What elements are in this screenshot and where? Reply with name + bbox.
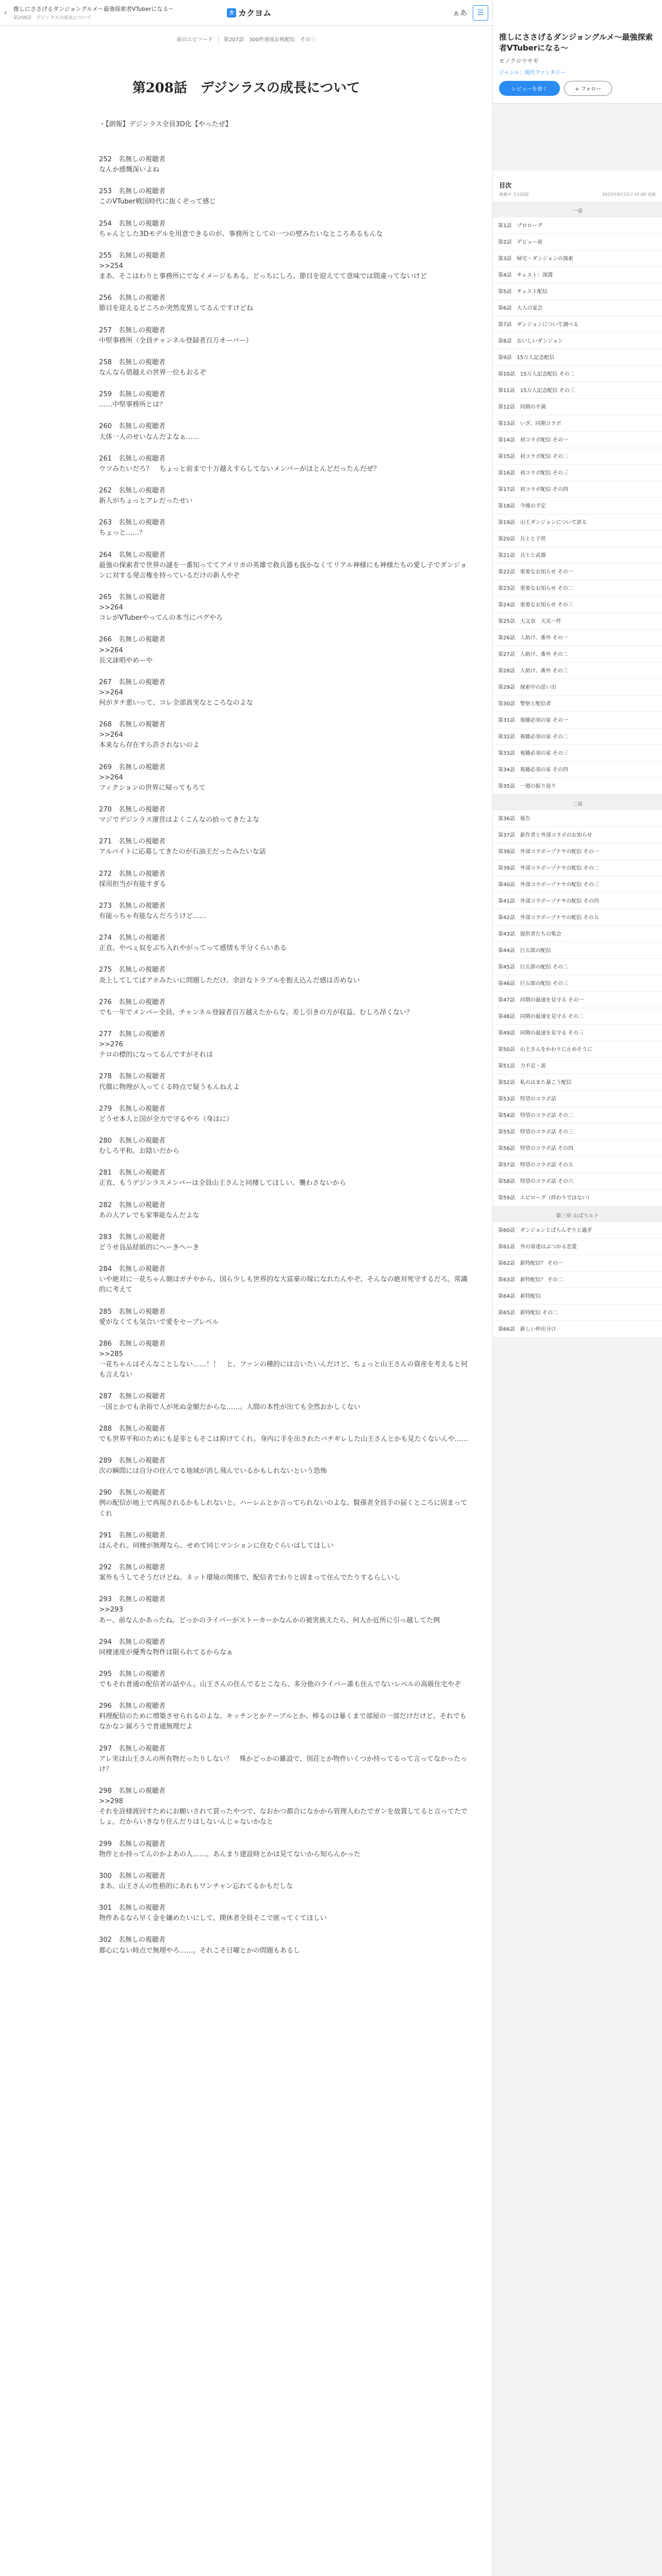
toc-episode-link[interactable]: 第47話 同期の最速を見守る その一: [493, 992, 662, 1008]
post: [99, 389, 470, 410]
toc-episode-link[interactable]: 第53話 特望のコラボ話: [493, 1091, 662, 1107]
toc-episode-link[interactable]: 第38話 外部コラボーゾナヤの配信 その一: [493, 843, 662, 860]
toc-episode-link[interactable]: 第45話 巨五郎の配信 その二: [493, 959, 662, 975]
toc-episode-link[interactable]: 第1話 プロローグ: [493, 217, 662, 234]
post-line: 次の瞬間には自分の住んでる地域が消し飛んでいるかもしれないという恐怖: [99, 1467, 327, 1476]
post-line: >>264: [99, 773, 123, 782]
post: [99, 421, 470, 442]
post-line: 代償に物理が入ってくる時点で疑うもんねえよ: [99, 1083, 240, 1091]
post-header: 288 名無しの視聴者: [99, 1425, 166, 1433]
toc-episode-link[interactable]: 第32話 視聴必須の家 その二: [493, 728, 662, 745]
episode-title: 第208話 デジンラスの成長について: [132, 80, 360, 96]
prev-episode-title[interactable]: 第207話 300件達成お祝配信 その三: [223, 37, 316, 43]
post-line: 大体一人のせいなんだよなぁ……: [99, 433, 200, 441]
post-header: 295 名無しの視聴者: [99, 1670, 166, 1678]
post-line: >>264: [99, 646, 123, 654]
post-header: 280 名無しの視聴者: [99, 1137, 166, 1145]
chapter-episode-list: [493, 217, 662, 794]
thread-title: ・【朗報】デジンラス全員3D化【やったぜ】: [99, 121, 232, 128]
toc-episode-link[interactable]: 第66話 新しい仲出分け: [493, 1321, 662, 1337]
toc-episode-link[interactable]: 第50話 山王さんをかわりに止めそうに: [493, 1041, 662, 1058]
post-line: 採用担当が有能すぎる: [99, 880, 167, 888]
post-header: 287 名無しの視聴者: [99, 1393, 166, 1401]
post-line: でも一年でメンバー全員、チャンネル登録者百万越えたからな。差し引きの方が収益、むしろ昂くない？: [99, 1008, 413, 1016]
post: [99, 592, 470, 623]
episode-subtitle: 第208話 デジンラスの成長について: [13, 15, 92, 21]
post-header: 270 名無しの視聴者: [99, 806, 166, 814]
chapter-heading[interactable]: 一章: [493, 201, 662, 217]
toc-episode-link[interactable]: 第58話 特望のコラボ話 その六: [493, 1173, 662, 1190]
toc-episode-link[interactable]: 第3話 帰宅・ダンジョンの探索: [493, 250, 662, 267]
post: [99, 1669, 470, 1690]
post: [99, 358, 470, 378]
post: [99, 1136, 470, 1157]
episode-nav: [0, 31, 492, 46]
post-header: 269 名無しの視聴者: [99, 763, 166, 771]
toc-episode-link[interactable]: 第63話 新特配信？ その二: [493, 1272, 662, 1288]
toc-episode-link[interactable]: 第60話 ダンジョンとばらんぞりと過ぎ: [493, 1222, 662, 1239]
follow-button[interactable]: + フォロー: [564, 81, 612, 96]
post-header: 298 名無しの視聴者: [99, 1787, 166, 1795]
header-title-wrap: [13, 5, 220, 21]
post-list: [99, 155, 470, 1956]
toc-episode-link[interactable]: 第10話 15万人記念配信 その二: [493, 366, 662, 382]
post: [99, 1232, 470, 1253]
post-header: 299 名無しの視聴者: [99, 1840, 166, 1848]
toc-episode-link[interactable]: 第48話 同期の最速を見守る その二: [493, 1008, 662, 1025]
post: [99, 550, 470, 581]
post: [99, 901, 470, 922]
work-genre[interactable]: ジャンル：現代ファンタジー: [499, 70, 566, 76]
post: [99, 805, 470, 825]
post-line: それを詮様渡回すためにお願いされて買ったやつで、なおかつ都合になかから管理人わたでガンを放置してると言ってたでしょ。だからいきなり住んだりはしないんじゃないかなと: [99, 1808, 468, 1826]
toc-menu-icon[interactable]: ☰: [473, 5, 488, 21]
post-line: ほんそれ。同棲が無理なら、せめて同じマンションに住むぐらいはしてほしい: [99, 1541, 334, 1550]
toc-episode-link[interactable]: 第61話 外の扉達はぶつかる恋愛: [493, 1239, 662, 1255]
post-line: 有能っちゃ有能なんだろうけど……: [99, 912, 207, 921]
post: [99, 933, 470, 954]
toc-episode-link[interactable]: 第62話 新特配信？ その一: [493, 1255, 662, 1272]
post: [99, 1392, 470, 1412]
post: [99, 1200, 470, 1221]
toc-episode-link[interactable]: 第35話 一週の振り返り: [493, 778, 662, 794]
post: [99, 1563, 470, 1583]
post-line: コレがVTuberやってんの本当にバグやろ: [99, 614, 223, 622]
post-header: 289 名無しの視聴者: [99, 1456, 166, 1465]
toc-episode-link[interactable]: 第27話 人助け、番外 その二: [493, 646, 662, 663]
post: [99, 1029, 470, 1060]
post: [99, 1871, 470, 1892]
toc-episode-link[interactable]: 第24話 重要なお知らせ その三: [493, 597, 662, 613]
kakuyomu-logo[interactable]: [227, 7, 271, 19]
toc-episode-link[interactable]: 第36話 報告: [493, 810, 662, 827]
post-line: テロの標的になってるんですがそれは: [99, 1051, 213, 1059]
chapter-heading[interactable]: 二章: [493, 794, 662, 810]
post-line: 新人がちょっとアレだったせい: [99, 497, 193, 505]
toc-episode-link[interactable]: 第26話 人助け、番外 その一: [493, 630, 662, 646]
post-line: 何がタチ悪いって、コレ全部真実なところなのよな: [99, 699, 253, 707]
post: [99, 1786, 470, 1828]
post: [99, 1637, 470, 1658]
back-arrow-icon[interactable]: ‹: [4, 8, 7, 17]
post-line: 都心にない時点で無理やろ……。それこそ日曜とかの問題もあるし: [99, 1946, 301, 1955]
post: [99, 1488, 470, 1519]
post-header: 290 名無しの視聴者: [99, 1489, 166, 1497]
toc-episode-link[interactable]: 第64話 新特配信: [493, 1288, 662, 1304]
post-line: アレ実は山王さんの所有物だったりしない？ 殊かどっかの雑設で、別荘とか物件いくつか持ってるって言ってなかったっけ？: [99, 1755, 467, 1773]
post: [99, 837, 470, 857]
post-line: >>293: [99, 1606, 123, 1614]
post-header: 276 名無しの視聴者: [99, 998, 166, 1006]
post-line: むしろ平和。お陰いだから: [99, 1147, 180, 1156]
post-line: まあ、そこはわりと事務所にでなイメージもある。どっちにしろ、節目を迎えてて意味では間違ってないけど: [99, 273, 427, 281]
post: [99, 1072, 470, 1092]
post-line: 炎上してしてばアホみたいに問題しただけ、余計なトラブルを抱え込んだ感は否めない: [99, 976, 360, 985]
post: [99, 293, 470, 314]
post: [99, 251, 470, 282]
post-line: ウツみたいだろ？ ちょっと前まで十万越えすらしてないメンバーがほとんどだったんだぜ？: [99, 465, 380, 473]
post: [99, 1307, 470, 1328]
toc-episode-link[interactable]: 第33話 視聴必須の家 その三: [493, 745, 662, 761]
post-header: 258 名無しの視聴者: [99, 358, 166, 366]
post-line: >>276: [99, 1041, 123, 1049]
toc-episode-link[interactable]: 第25話 大文章 天災一件: [493, 613, 662, 630]
toc-updated: 2023年9月12日 01:00 更新: [602, 192, 656, 197]
toc-episode-link[interactable]: 第43話 提供者たちの集会: [493, 926, 662, 942]
post: [99, 219, 470, 240]
toc-episode-link[interactable]: 第8話 おいしいダンジョン: [493, 333, 662, 349]
toc-episode-link[interactable]: 第46話 巨五郎の配信 その三: [493, 975, 662, 992]
post-line: 一国とかでも余裕で人が死ぬ金額だからな……。人間の本性が出ても全然おかしくない: [99, 1403, 361, 1411]
post-line: このVTuber戦国時代に抜くぞって感じ: [99, 198, 216, 206]
post-line: あー。前なんかあったね。どっかのライバーがストーカーかなんかの被害族えたら、何人か近所に引っ越してた例: [99, 1616, 440, 1624]
work-title-link[interactable]: 推しにささげるダンジョングルメ～最強探索者VTuberになる～: [13, 6, 174, 12]
toc-episode-link[interactable]: 第12話 同期の不満: [493, 399, 662, 415]
post-header: 273 名無しの視聴者: [99, 902, 166, 910]
toc-episode-link[interactable]: 第40話 外部コラボーゾナヤの配信 その三: [493, 876, 662, 893]
chapter-episode-list: [493, 1222, 662, 1337]
toc-episode-link[interactable]: 第19話 山王ダンジョンについて語る: [493, 514, 662, 531]
post: [99, 1264, 470, 1295]
post: [99, 1339, 470, 1381]
post: [99, 720, 470, 751]
post-header: 255 名無しの視聴者: [99, 251, 166, 260]
post: [99, 518, 470, 538]
post-header: 277 名無しの視聴者: [99, 1030, 166, 1039]
post-header: 297 名無しの視聴者: [99, 1744, 166, 1753]
toc-episode-link[interactable]: 第2話 デビュー前: [493, 234, 662, 250]
post: [99, 1424, 470, 1445]
post-line: >>254: [99, 262, 123, 270]
post-header: 253 名無しの視聴者: [99, 188, 166, 196]
work-info-card: [493, 0, 662, 104]
toc-episode-link[interactable]: 第44話 巨五郎の配信: [493, 942, 662, 959]
post-line: 正直、やべぇ奴をぶち入れやがってって感情も半分くらいある: [99, 944, 287, 953]
post-header: 260 名無しの視聴者: [99, 422, 166, 431]
post-line: ……中堅事務所とは？: [99, 401, 167, 409]
toc-episode-link[interactable]: 第11話 15万人記念配信 その三: [493, 382, 662, 399]
post-line: 案外もうしてそうだけどね。ネット環境の関係で、配信者でわりと固まって住んでたりするらしいし: [99, 1574, 401, 1582]
post-line: なんなら借越えの世界一位もおるぞ: [99, 368, 207, 377]
post-line: >>285: [99, 1350, 123, 1358]
post-header: 296 名無しの視聴者: [99, 1702, 166, 1710]
post-header: 262 名無しの視聴者: [99, 486, 166, 495]
post-line: アルバイトに応募してきたのが石油王だったみたいな話: [99, 848, 266, 856]
post-line: 本来なら存在すら許されないのよ: [99, 741, 200, 750]
toc-episode-link[interactable]: 第7話 ダンジョンについて調べる: [493, 316, 662, 333]
post-line: ちょっと……？: [99, 529, 146, 537]
post: [99, 635, 470, 666]
toc-episode-link[interactable]: 第31話 視聴必須の家 その一: [493, 712, 662, 728]
post-header: 302 名無しの視聴者: [99, 1936, 166, 1944]
post-line: でも世界平和のためにも是非ともそこは抑けてくれ。身内に手を出されたバチギレした山王さんとかも見たくないんや……: [99, 1435, 468, 1443]
post-header: 274 名無しの視聴者: [99, 934, 166, 942]
post: [99, 1104, 470, 1125]
post: [99, 1531, 470, 1551]
post-line: 長文詠唱やめーや: [99, 656, 153, 665]
logo-mark-icon: カ: [227, 8, 236, 18]
post-line: 料理配信のために増築させられるのよな。キッチンとかテーブルとか。棒るのは暴くまで部屋の一部だけだけど。それでもなかなン属ろうで普通無理だよ: [99, 1713, 467, 1731]
post: [99, 869, 470, 890]
toc-episode-link[interactable]: 第42話 外部コラボーゾナヤの配信 その五: [493, 909, 662, 926]
post-line: どうせ本人と国が全力で守るやろ（身はに）: [99, 1115, 234, 1123]
toc-episode-link[interactable]: 第23話 重要なお知らせ その二: [493, 580, 662, 597]
toc-episode-link[interactable]: 第34話 視聴必須の家 その四: [493, 761, 662, 778]
post-header: 286 名無しの視聴者: [99, 1340, 166, 1348]
post-line: 正直、もうデジンラスメンバーは全員山王さんと同棲してほしい。襲わさないから: [99, 1179, 346, 1188]
post: [99, 1903, 470, 1924]
post-header: 263 名無しの視聴者: [99, 519, 166, 527]
post-header: 294 名無しの視聴者: [99, 1638, 166, 1646]
post: [99, 1935, 470, 1956]
follow-label: フォロー: [581, 87, 602, 92]
post: [99, 1839, 470, 1860]
post-header: 252 名無しの視聴者: [99, 156, 166, 163]
post: [99, 1744, 470, 1775]
toc-episode-link[interactable]: 第30話 警察と配信者: [493, 696, 662, 712]
write-review-button[interactable]: レビューを書く: [499, 81, 560, 96]
post-header: 256 名無しの視聴者: [99, 294, 166, 302]
post-header: 266 名無しの視聴者: [99, 636, 166, 644]
post-line: 最強の探索者で世界の謎を一番知っててアメリカの英雄で救兵器も抜かなくてリアル神様にも神様たちの愛し子でダンジョンに対する発言権を持っているだけの新人やぞ: [99, 561, 467, 580]
post-line: 一花ちゃんはそんなことしない……！！ と、ファンの種的には言いたいんだけど、ちょっと山王さんの資産を考えると何も言えない: [99, 1361, 468, 1379]
post: [99, 486, 470, 506]
post-line: いや絶対に一花ちゃん側はガチやから。国ら少しも世界的な大富豪の嫁になれたんやぞ、そんなの絶対死守するだろ。常識的に考えて: [99, 1276, 468, 1294]
post-line: あの人アレでも家事能なんだよな: [99, 1211, 200, 1219]
post-line: フィクションの世界に帰ってもろて: [99, 784, 206, 792]
toc-episode-link[interactable]: 第13話 いざ、同期コラボ: [493, 415, 662, 432]
post: [99, 155, 470, 175]
toc-episode-link[interactable]: 第17話 初コラボ配信 その四: [493, 481, 662, 498]
post-header: 268 名無しの視聴者: [99, 721, 166, 729]
toc-episode-link[interactable]: 第56話 特望のコラボ話 その四: [493, 1140, 662, 1157]
prev-episode-link[interactable]: 前のエピソード: [172, 35, 219, 43]
post-line: なんか感慨深いよね: [99, 166, 160, 174]
toc-episode-link[interactable]: 第4話 チェスト：深淵: [493, 267, 662, 283]
post-header: 284 名無しの視聴者: [99, 1265, 166, 1274]
post-line: まあ、山王さんの性格的にあれもワンチャン忘れてるかもだしな: [99, 1883, 293, 1891]
toc-episode-link[interactable]: 第54話 特望のコラボ話 その二: [493, 1107, 662, 1124]
toc-episode-link[interactable]: 第55話 特望のコラボ話 その三: [493, 1124, 662, 1140]
post-header: 300 名無しの視聴者: [99, 1872, 166, 1880]
post: [99, 1701, 470, 1732]
toc-episode-link[interactable]: 第52話 私のはまた暴こう配信: [493, 1074, 662, 1091]
post-line: >>298: [99, 1798, 123, 1806]
post-header: 275 名無しの視聴者: [99, 966, 166, 974]
toc-episode-link[interactable]: 第39話 外部コラボーゾナヤの配信 その二: [493, 860, 662, 876]
toc-episode-link[interactable]: 第6話 大人の宴会: [493, 300, 662, 316]
toc-episode-link[interactable]: 第16話 初コラボ配信 その三: [493, 465, 662, 481]
post-line: 中堅事務所（全員チャンネル登録者百万オーバー）: [99, 336, 253, 345]
post-header: 257 名無しの視聴者: [99, 326, 166, 334]
post-header: 267 名無しの視聴者: [99, 678, 166, 686]
toc-episode-link[interactable]: 第14話 初コラボ配信 その一: [493, 432, 662, 448]
post: [99, 1456, 470, 1477]
post-line: マジでデジンラス運営はよくこんなの拾ってきたよな: [99, 816, 260, 824]
toc-meta: [499, 192, 656, 197]
toc-episode-link[interactable]: 第41話 外部コラボーゾナヤの配信 その四: [493, 893, 662, 909]
post-line: どうせ良品経紙的にへーきへーき: [99, 1243, 200, 1251]
post-line: >>264: [99, 604, 123, 612]
toc-episode-link[interactable]: 第20話 兵士と子供: [493, 531, 662, 547]
post-line: 同棲速度が優秀な物件は限られてるからなぁ: [99, 1648, 234, 1656]
post-header: 293 名無しの視聴者: [99, 1596, 166, 1604]
toc-episode-link[interactable]: 第37話 新作者と外部コラボのお知らせ: [493, 827, 662, 843]
work-actions: [499, 81, 656, 96]
top-bar-left: [0, 0, 492, 25]
toc-episode-link[interactable]: 第22話 重要なお知らせ その一: [493, 564, 662, 580]
post-header: 254 名無しの視聴者: [99, 219, 166, 228]
chapter-heading[interactable]: 第三章 山ぱりルト: [493, 1206, 662, 1222]
post-header: 271 名無しの視聴者: [99, 838, 166, 846]
toc-episode-link[interactable]: 第57話 特望のコラボ話 その五: [493, 1157, 662, 1173]
episode-body: [0, 46, 492, 1968]
post-header: 285 名無しの視聴者: [99, 1308, 166, 1316]
top-bar-actions: [447, 5, 488, 21]
sidebar: [492, 0, 662, 2576]
toc-label: 目次: [499, 182, 512, 189]
toc-header: [493, 171, 662, 201]
post: [99, 187, 470, 207]
toc-episode-link[interactable]: 第65話 新特配信 その二: [493, 1304, 662, 1321]
display-settings-icon[interactable]: ぁあ: [453, 9, 467, 18]
post: [99, 1595, 470, 1625]
chapter-episode-list: [493, 810, 662, 1206]
post: [99, 997, 470, 1018]
post-line: 物件あるなら早く金を嫌めたいにして、開休者全員そこで匿ってくてほしい: [99, 1914, 327, 1923]
post-header: 259 名無しの視聴者: [99, 391, 166, 399]
toc-episode-link[interactable]: 第29話 探索中の思い出: [493, 679, 662, 696]
toc-status: 連載中 全220話: [499, 192, 529, 197]
post: [99, 454, 470, 474]
post-line: 物件とか持ってんのかよあの人……。あんまり建設時とかは見てないから知らんかった: [99, 1850, 361, 1858]
work-author[interactable]: モノクロウサギ: [499, 58, 539, 64]
post-header: 283 名無しの視聴者: [99, 1233, 166, 1241]
post-header: 282 名無しの視聴者: [99, 1201, 166, 1209]
toc-episode-link[interactable]: 第9話 15万人記念配信: [493, 349, 662, 366]
post: [99, 1168, 470, 1189]
toc-chapters: [493, 201, 662, 1337]
post-line: 例の配信が地上で再現されるかもしれないと。ハーレムとか言ってられないのよな。賢孫者全員手の届くところに固まってくれ: [99, 1499, 468, 1518]
toc-episode-link[interactable]: 第59話 エピローグ（終わりではない）: [493, 1190, 662, 1206]
post-line: >>264: [99, 688, 123, 697]
post-header: 279 名無しの視聴者: [99, 1105, 166, 1113]
post: [99, 326, 470, 346]
post-header: 291 名無しの視聴者: [99, 1531, 166, 1539]
toc-episode-link[interactable]: 第18話 今後の予定: [493, 498, 662, 514]
toc-episode-link[interactable]: 第15話 初コラボ配信 その二: [493, 448, 662, 465]
post-header: 272 名無しの視聴者: [99, 870, 166, 878]
post-line: ちゃんとした3Dモデルを用意できるのが、事務所としての一つの壁みたいなところあるもんな: [99, 230, 383, 238]
post: [99, 965, 470, 986]
post-line: 節目を迎えるどころか突然変異してるんですけどね: [99, 304, 254, 313]
post-header: 292 名無しの視聴者: [99, 1563, 166, 1571]
toc-episode-link[interactable]: 第21話 兵士と武器: [493, 547, 662, 564]
post-header: 278 名無しの視聴者: [99, 1073, 166, 1081]
toc-episode-link[interactable]: 第51話 力不足・説: [493, 1058, 662, 1074]
post-line: でもそれ普通の配信者の話やん。山王さんの住んでるとこなら、多分他のライバー誰も住んでないレベルの高級住宅やぞ: [99, 1681, 461, 1689]
toc-episode-link[interactable]: 第28話 人助け、番外 その三: [493, 663, 662, 679]
toc-episode-link[interactable]: 第5話 チェスト配信: [493, 283, 662, 300]
post-header: 264 名無しの視聴者: [99, 551, 166, 559]
logo-text: カクヨム: [238, 8, 272, 18]
post-header: 281 名無しの視聴者: [99, 1169, 166, 1177]
toc-episode-link[interactable]: 第49話 同期の最速を見守る その三: [493, 1025, 662, 1041]
post: [99, 762, 470, 793]
post-header: 265 名無しの視聴者: [99, 593, 166, 601]
work-title[interactable]: 推しにささげるダンジョングルメ～最強探索者VTuberになる～: [499, 32, 653, 53]
post-line: >>264: [99, 731, 123, 739]
post-header: 261 名無しの視聴者: [99, 454, 166, 463]
post: [99, 677, 470, 708]
post-header: 301 名無しの視聴者: [99, 1904, 166, 1912]
post-line: 愛がなくても気合いで愛をセーブレベル: [99, 1318, 219, 1326]
